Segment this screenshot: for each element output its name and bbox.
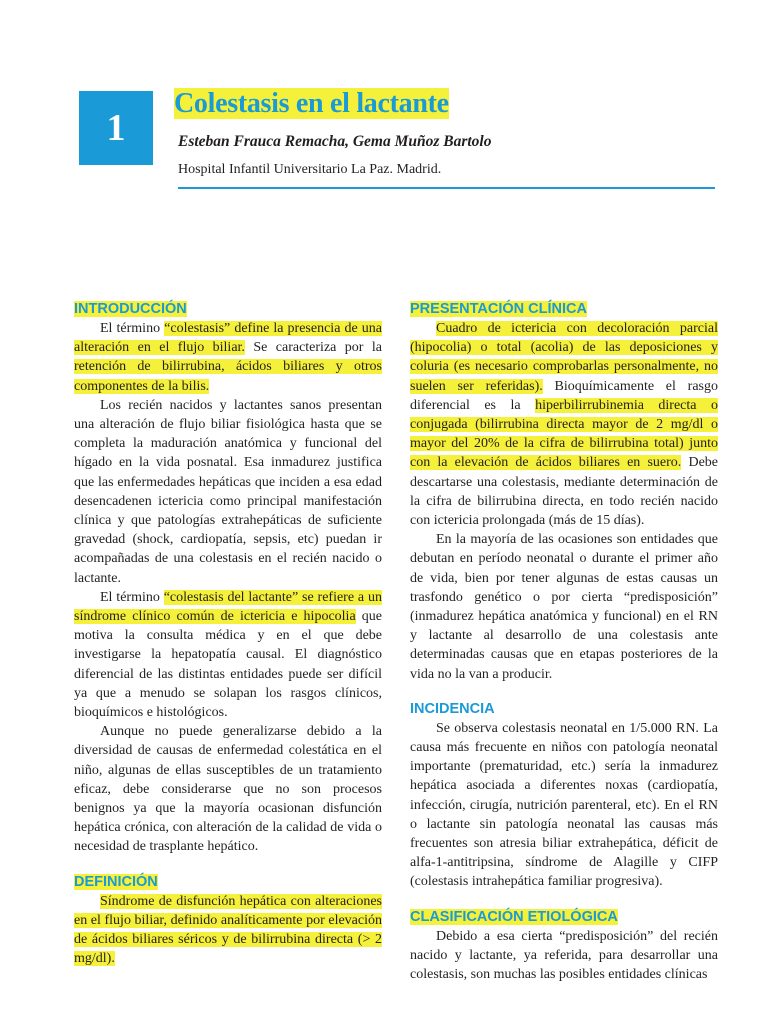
highlighted-text: Cuadro de ictericia con decoloración parcial (hipocolia) o total (acolia) de las deposiciones y coluria (es necesario comprobarlas personalmente, no suelen ser referidas). (410, 321, 718, 394)
paragraph (74, 319, 382, 396)
paragraph: En la mayoría de las ocasiones son entidades que debutan en período neonatal o durante el primer año de vida, bien por tener algunas de estas causas un trasfondo genético o por cierta “predisposición” (inmadurez hepática anatómica y funcional) en el RN y lactante al desarrollo de una colestasis ante determinadas causas que en etapas posteriores de la vida no la van a producir. (410, 532, 718, 682)
paragraph: Aunque no puede generalizarse debido a la diversidad de causas de enfermedad colestática en el niño, algunas de ellas susceptibles de un tratamiento eficaz, debe considerarse que no son procesos benignos ya que la mayoría ocasionan disfunción hepática crónica, con alteración de la calidad de vida o necesidad de trasplante hepático. (74, 724, 382, 855)
paragraph (74, 588, 382, 722)
chapter-number: 1 (106, 107, 126, 149)
section-heading-presentacion-clinica (410, 300, 718, 319)
paragraph (410, 319, 718, 530)
affiliation: Hospital Infantil Universitario La Paz. Madrid. (178, 162, 442, 177)
paragraph: Debido a esa cierta “predisposición” del recién nacido y lactante, ya referida, para desarrollar una colestasis, son muchas las posibles entidades clínicas (410, 928, 718, 983)
chapter-title-text: Colestasis en el lactante (174, 88, 449, 119)
highlighted-text: “colestasis del lactante” se refiere a un síndrome clínico común de ictericia e hipocolia (74, 589, 382, 625)
paragraph (74, 892, 382, 969)
left-column (74, 300, 382, 969)
header-divider (178, 187, 715, 189)
highlighted-text: hiperbilirrubinemia directa o conjugada (bilirrubina directa mayor de 2 mg/dl o mayor del 20% de la cifra de bilirrubina total) junto con la elevación de ácidos biliares en suero. (410, 397, 718, 471)
text-run: Bioquímicamente el rasgo diferencial es la (410, 378, 718, 413)
section-heading-introduccion (74, 300, 382, 319)
highlighted-text: Síndrome de disfunción hepática con alteraciones en el flujo biliar, definido analíticamente por elevación de ácidos biliares séricos y de bilirrubina directa (> 2 mg/dl). (74, 893, 382, 967)
text-run: Debe descartarse una colestasis, mediante determinación de la cifra de bilirrubina directa, en todo recién nacido con ictericia prolongada (más de 15 días). (410, 455, 718, 529)
chapter-title (174, 87, 449, 121)
text-run: El término (100, 321, 165, 336)
highlighted-text: “colestasis” define la presencia de una alteración en el flujo biliar. (74, 321, 382, 356)
text-run: Se caracteriza por la (244, 340, 382, 356)
text-run: que motiva la consulta médica y en el que debe investigarse la hepatopatía causal. El diagnóstico diferencial de las distintas entidades puede ser difícil ya que a menudo se solapan los rasgos clínicos, bioquímicos e histológicos. (74, 609, 382, 721)
right-column (410, 300, 718, 984)
authors: Esteban Frauca Remacha, Gema Muñoz Bartolo (178, 133, 492, 150)
heading-text: INTRODUCCIÓN (74, 301, 187, 317)
section-heading-clasificacion-etiologica (410, 908, 718, 927)
section-heading-incidencia: INCIDENCIA (410, 700, 495, 717)
paragraph: Los recién nacidos y lactantes sanos presentan una alteración de flujo biliar fisiológica hasta que se completa la maduración anatómica y funcional del hígado en la vida posnatal. Esa inmadurez justifica que las enfermedades hepáticas que inciden a esa edad desencadenen ictericia como principal manifestación clínica y que patologías extrahepáticas de suficiente gravedad (shock, cardiopatía, sepsis, etc) puedan ir acompañadas de una colestasis en el recién nacido o lactante. (74, 397, 382, 586)
text-run: El término (100, 589, 164, 605)
highlighted-text: retención de bilirrubina, ácidos biliares y otros componentes de la bilis. (74, 359, 382, 394)
heading-text: CLASIFICACIÓN ETIOLÓGICA (410, 908, 618, 925)
paragraph: Se observa colestasis neonatal en 1/5.000 RN. La causa más frecuente en niños con patología neonatal importante (prematuridad, etc.) sería la inmadurez hepática asociada a diferentes noxas (cardiopatía, infección, cirugía, nutrición parenteral, etc). En el RN o lactante sin patología neonatal las causas más frecuentes son atresia biliar extrahepática, déficit de alfa-1-antitripsina, síndrome de Alagille y CIFP (colestasis intrahepática familiar progresiva). (410, 720, 718, 890)
heading-text: DEFINICIÓN (74, 873, 158, 890)
chapter-number-badge (79, 91, 153, 165)
section-heading-definicion (74, 873, 382, 892)
heading-text: PRESENTACIÓN CLÍNICA (410, 301, 587, 317)
